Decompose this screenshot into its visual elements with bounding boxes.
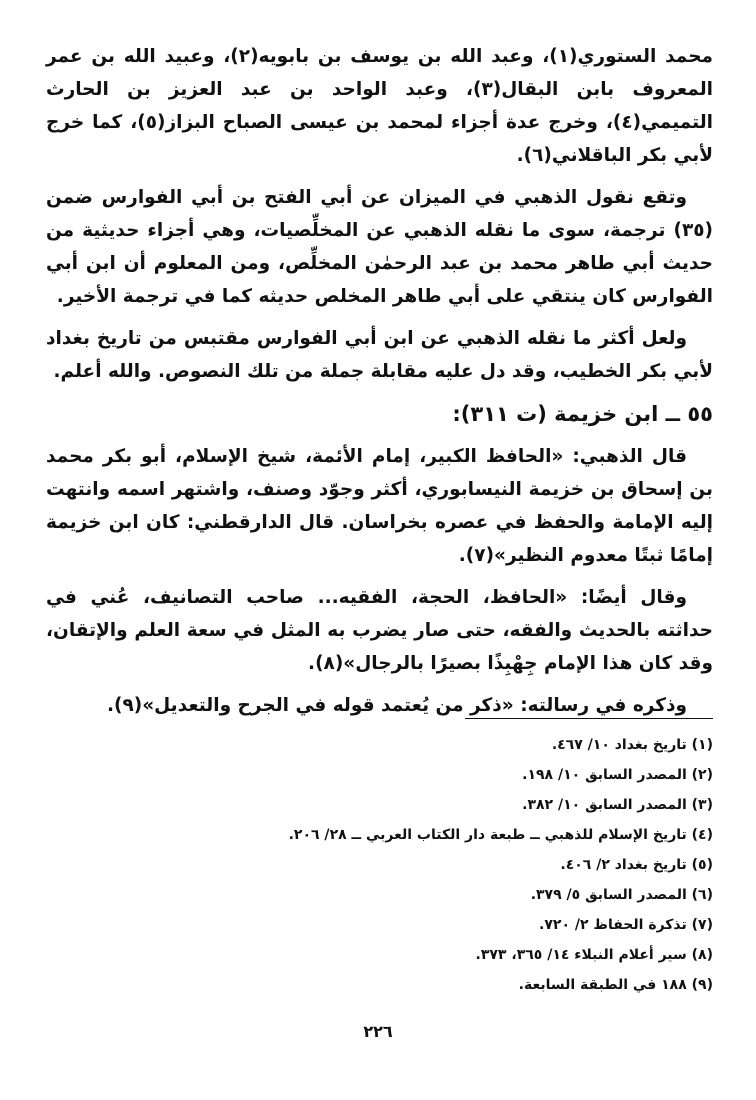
footnotes-list	[46, 730, 713, 1000]
paragraph-2: وتقع نقول الذهبي في الميزان عن أبي الفتح بن أبي الفوارس ضمن (٣٥) ترجمة، سوى ما نقله الذهبي عن المخلِّصيات، وهي أجزاء حديثية من حديث أبي طاهر محمد بن عبد الرحمٰن المخلِّص، ومن المعلوم أن ابن أبي الفوارس كان ينتقي على أبي طاهر المخلص حديثه كما في ترجمة الأخير.	[46, 187, 713, 307]
footnote: (١) تاريخ بغداد ١٠/ ٤٦٧.	[551, 737, 713, 753]
paragraph-gap	[46, 680, 713, 689]
paragraph-gap	[46, 431, 713, 440]
paragraph-6: وذكره في رسالته: «ذكر من يُعتمد قوله في الجرح والتعديل»(٩).	[106, 695, 687, 716]
footnote: (٩) ١٨٨ في الطبقة السابعة.	[518, 977, 713, 993]
footnote: (٦) المصدر السابق ٥/ ٣٧٩.	[530, 887, 713, 903]
paragraph-gap	[46, 572, 713, 581]
footnote: (٣) المصدر السابق ١٠/ ٣٨٢.	[522, 797, 713, 813]
paragraph-1: محمد الستوري(١)، وعبد الله بن يوسف بن بابويه(٢)، وعبيد الله بن عمر المعروف بابن البقال(٣)، وعبد الواحد بن عبد العزيز بن الحارث التميمي(٤)، وخرج عدة أجزاء لمحمد بن عيسى الصباح البزاز(٥)، كما خرج لأبي بكر الباقلاني(٦).	[46, 46, 714, 166]
footnote: (٢) المصدر السابق ١٠/ ١٩٨.	[522, 767, 713, 783]
footnote: (٨) سير أعلام النبلاء ١٤/ ٣٦٥، ٣٧٣.	[475, 947, 713, 963]
footnote: (٧) تذكرة الحفاظ ٢/ ٧٢٠.	[539, 917, 713, 933]
paragraph-5: وقال أيضًا: «الحافظ، الحجة، الفقيه... صاحب التصانيف، عُني في حداثته بالحديث والفقه، حتى صار يضرب به المثل في سعة العلم والإتقان، وقد كان هذا الإمام جِهْبِذًا بصيرًا بالرجال»(٨).	[46, 587, 713, 674]
section-heading: ٥٥ ــ ابن خزيمة (ت ٣١١):	[452, 402, 713, 426]
footnote-separator	[465, 718, 713, 719]
footnote: (٤) تاريخ الإسلام للذهبي ــ طبعة دار الكتاب العربي ــ ٢٨/ ٢٠٦.	[288, 827, 713, 843]
page-number: ٢٢٦	[363, 1022, 393, 1041]
footnote: (٥) تاريخ بغداد ٢/ ٤٠٦.	[560, 857, 713, 873]
paragraph-gap	[46, 313, 713, 322]
paragraph-3: ولعل أكثر ما نقله الذهبي عن ابن أبي الفوارس مقتبس من تاريخ بغداد لأبي بكر الخطيب، وقد دل عليه مقابلة جملة من تلك النصوص. والله أعلم.	[46, 328, 713, 382]
paragraph-4: قال الذهبي: «الحافظ الكبير، إمام الأئمة، شيخ الإسلام، أبو بكر محمد بن إسحاق بن خزيمة النيسابوري، أكثر وجوّد وصنف، واشتهر اسمه وانتهت إليه الإمامة والحفظ في عصره بخراسان. قال الدارقطني: كان ابن خزيمة إمامًا ثبتًا معدوم النظير»(٧).	[46, 446, 713, 566]
paragraph-gap	[46, 388, 713, 397]
paragraph-gap	[46, 172, 713, 181]
